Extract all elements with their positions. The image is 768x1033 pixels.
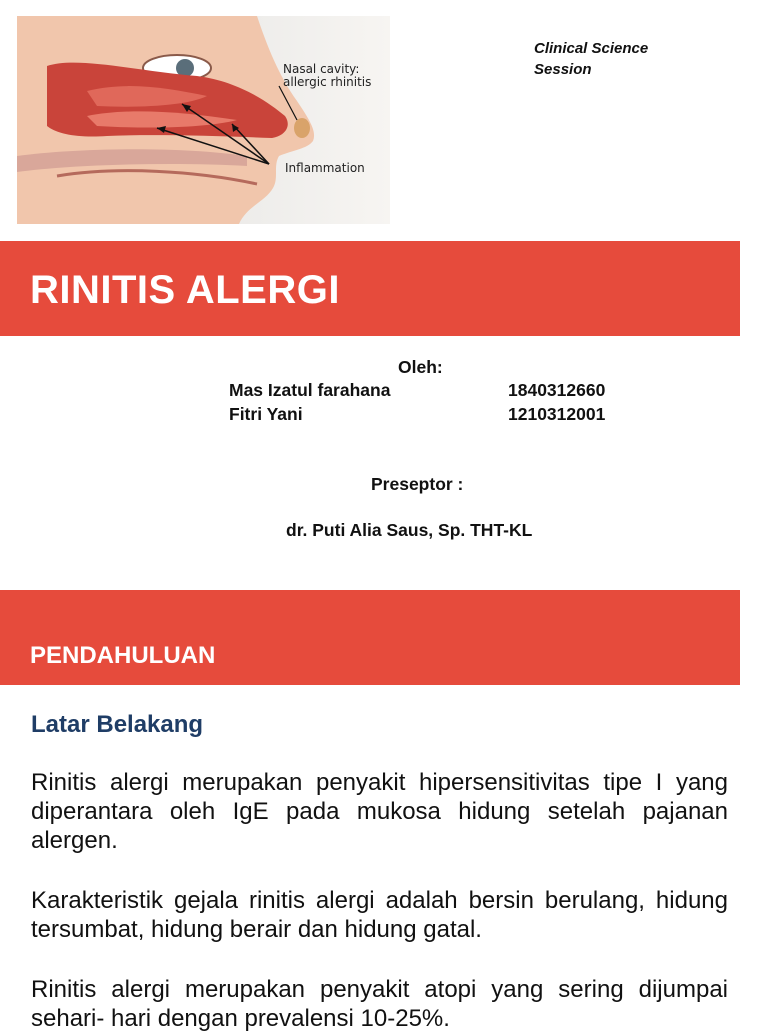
nasal-cavity-illustration (17, 16, 390, 224)
preceptor-label: Preseptor : (371, 474, 464, 494)
title-banner (0, 241, 740, 336)
author-name: Fitri Yani (229, 404, 303, 424)
session-label: Clinical Science Session (534, 40, 649, 78)
author-id: 1210312001 (508, 404, 606, 424)
paragraph: Karakteristik gejala rinitis alergi adalah bersin berulang, hidung tersumbat, hidung berair dan hidung gatal. (31, 887, 728, 943)
page-title: RINITIS ALERGI (30, 268, 340, 312)
byline-label: Oleh: (398, 357, 443, 377)
author-id: 1840312660 (508, 380, 606, 400)
nasal-cavity-label: Nasal cavity: allergic rhinitis (283, 62, 372, 89)
section-title: PENDAHULUAN (30, 642, 216, 669)
paragraph: Rinitis alergi merupakan penyakit atopi yang sering dijumpai sehari- hari dengan prevalensi 10-25%. (31, 976, 728, 1032)
paragraph: Rinitis alergi merupakan penyakit hipersensitivitas tipe I yang diperantara oleh IgE pada mukosa hidung setelah pajanan alergen. (31, 769, 728, 854)
preceptor-name: dr. Puti Alia Saus, Sp. THT-KL (286, 520, 533, 540)
subsection-heading: Latar Belakang (31, 711, 204, 738)
author-name: Mas Izatul farahana (229, 380, 391, 400)
inflammation-label: Inflammation (285, 161, 365, 175)
section-banner (0, 590, 740, 685)
nasal-cavity-drawing (17, 16, 390, 224)
